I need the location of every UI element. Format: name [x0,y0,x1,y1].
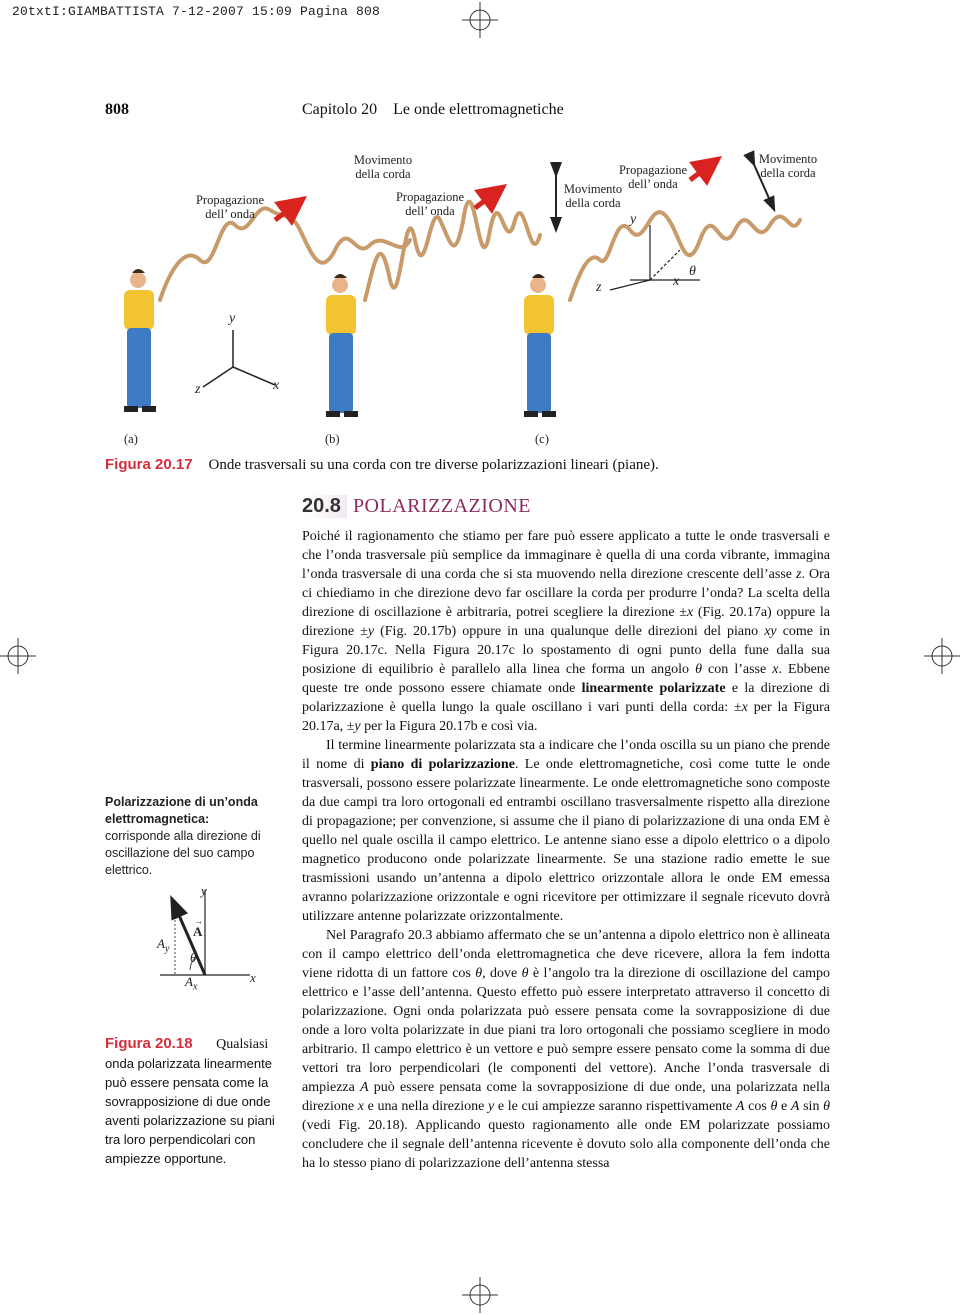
label-propagation-c: Propagazione dell’ onda [618,163,688,191]
page-number: 808 [105,101,129,118]
registration-mark-top [462,2,498,38]
fig18-theta-label: θ [190,950,197,965]
label-movement-c2: Movimento della corda [758,152,818,180]
figure-20-18-diagram [140,880,280,990]
section-heading [302,495,531,521]
fig18-y-label: y [201,883,207,898]
axis-y-a: y [229,311,236,326]
propagation-arrow-b [475,193,495,208]
registration-mark-right [924,638,960,674]
panel-label-a: (a) [124,432,138,446]
axis-z-c: z [596,280,602,295]
fig18-A-vector-label: → A [193,916,203,939]
axes-c [610,225,700,290]
fig18-Ax-label: $A_x$ [185,974,198,993]
figure-20-18-caption [105,1034,275,1168]
figure-20-18-caption-text: onda polarizzata linearmente può essere pensata come la sovrapposizione di due onde aventi polarizzazione su piani tra loro perpendicolari con ampiezze opportune. [105,1056,275,1166]
running-head [302,101,564,119]
axis-x-a: x [273,378,280,393]
registration-mark-bottom [462,1277,498,1313]
chapter-title: Le onde elettromagnetiche [393,101,564,118]
margin-note-text: corrisponde alla direzione di oscillazione del suo campo elettrico. [105,829,261,877]
propagation-arrow-c [690,165,710,180]
figure-20-17-caption [105,456,659,474]
figure-20-18-caption-first: Qualsiasi [216,1037,269,1052]
rope-a [160,208,410,300]
rope-c [570,212,800,300]
person-b [326,274,358,417]
person-c [524,274,556,417]
label-propagation-a: Propagazione dell’ onda [195,193,265,221]
fig18-x-label: x [250,970,256,985]
print-slug: 20txtI:GIAMBATTISTA 7-12-2007 15:09 Pagina 808 [12,4,381,19]
registration-mark-left [0,638,36,674]
figure-20-18-number: Figura 20.18 [105,1035,193,1052]
margin-note [105,794,275,879]
axis-z-a: z [195,382,201,397]
figure-20-17-number: Figura 20.17 [105,456,193,473]
paragraph-1: Poiché il ragionamento che stiamo per fare può essere applicato a tutte le onde trasversali e che l’onda trasversale più semplice da immaginare è quella di una corda vibrante, immagina l’onda trasversale di una corda che si sta muovendo nella direzione crescente dell’asse z. Ora ci chiediamo in che direzione devo far oscillare la corda per produrre l’onda? La scelta della direzione di oscillazione è arbitraria, potrei scegliere la direzione ±x (Fig. 20.17a) oppure la direzione ±y (Fig. 20.17b) oppure in una qualunque delle direzioni del piano xy come in Figura 20.17c. Nella Figura 20.17c lo spostamento di ogni punto della fune dalla sua posizione di equilibrio è parallelo alla linea che forma un angolo θ con l’asse x. Ebbene queste tre onde possono essere chiamate onde linearmente polarizzate e la direzione di polarizzazione è quella lungo la quale oscillano i vari punti della corda: ±x per la Figura 20.17a, ±y per la Figura 20.17b e così via. [302,529,831,734]
paragraph-2: Il termine linearmente polarizzata sta a indicare che l’onda oscilla su un piano che prende il nome di piano di polarizzazione. Le onde elettromagnetiche, così come tutte le onde trasversali, possono essere polarizzate linearmente. Le onde elettromagnetiche sono composte da due campi tra loro ortogonali ed entrambi oscillano trasversalmente rispetto alla direzione di propagazione; per convenzione, si assume che il piano di polarizzazione di una onda EM è quello nel quale oscilla il campo elettrico. Le antenne siano esse a dipolo elettrico o a dipolo magnetico producono onde polarizzate linearmente. Se una stazione radio emette le sue trasmissioni usando un’antenna a dipolo elettrico orizzontale allora le onde EM emessa avranno polarizzazione orizzontale e ogni ricevitore per ottimizzare il segnale ricevuto dovrà utilizzare antenne polarizzate orizzontalmente. [302,738,830,924]
label-movement-b: Movimento della corda [353,153,413,181]
axis-y-c: y [630,212,637,227]
axes-a [203,330,275,387]
person-a [124,269,156,412]
label-movement-c1: Movimento della corda [563,182,623,210]
section-title: POLARIZZAZIONE [352,495,532,517]
axis-x-c: x [673,274,680,289]
panel-label-c: (c) [535,432,549,446]
section-number: 20.8 [302,495,347,518]
label-propagation-b: Propagazione dell’ onda [395,190,465,218]
fig18-Ay-label: $A_y$ [157,936,170,955]
axis-theta-c: θ [689,264,696,279]
margin-note-title: Polarizzazione di un’onda elettromagnetica: [105,795,258,826]
panel-label-b: (b) [325,432,340,446]
paragraph-3: Nel Paragrafo 20.3 abbiamo affermato che se un’antenna a dipolo elettrico non è allineata con il campo elettrico dell’onda elettromagnetica che deve ricevere, allora la fem indotta viene ridotta di un fattore cos θ, dove θ è l’angolo tra la direzione di oscillazione del campo elettrico e l’asse dell’antenna. Questo effetto può essere interpretato attraverso il concetto di polarizzazione. Ogni onda polarizzata può essere pensata come la sovrapposizione di due onde a loro volta polarizzate in due piani tra loro ortogonali che possiamo scegliere in modo arbitrario. Il campo elettrico è un vettore e può sempre essere pensato come la somma di due vettori tra loro perpendicolari (le componenti del vettore). Anche l’onda trasversale di ampiezza A può essere pensata come la sovrapposizione di due onde, una polarizzata nella direzione x e una nella direzione y e le cui ampiezze saranno rispettivamente A cos θ e A sin θ (vedi Fig. 20.18). Applicando questo ragionamento alle onde EM polarizzate possiamo concludere che il segnale dell’antenna ricevente è dovuto solo alla componente dell’onda che ha lo stesso piano di polarizzazione dell’antenna stessa [302,928,830,1171]
chapter-number: Capitolo 20 [302,101,378,118]
figure-20-17-caption-text: Onde trasversali su una corda con tre diverse polarizzazioni lineari (piane). [208,457,659,473]
body-text [302,527,830,1173]
